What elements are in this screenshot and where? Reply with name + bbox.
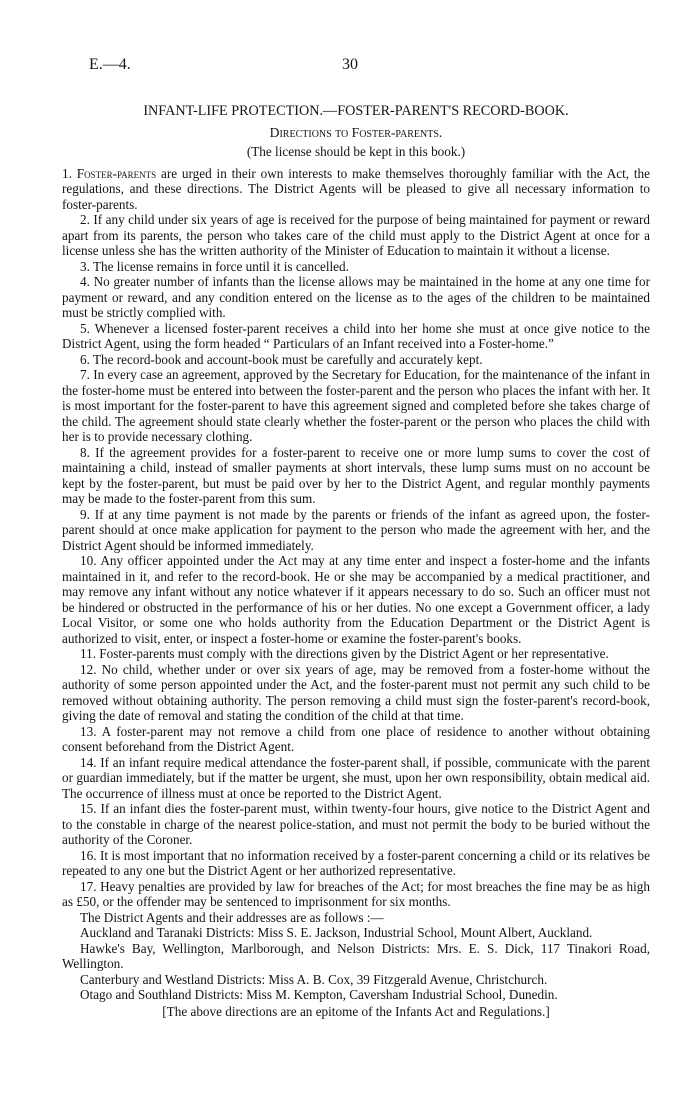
paragraph-text: 11. Foster-parents must comply with the directions given by the District Agent or her representative.	[80, 646, 609, 661]
paragraph-text: 3. The license remains in force until it is cancelled.	[80, 258, 349, 274]
directions-list	[62, 166, 650, 910]
document-subtitle: Directions to Foster-parents.	[269, 124, 443, 140]
agents-list	[62, 925, 650, 1003]
direction-paragraph	[62, 212, 650, 259]
direction-paragraph	[62, 848, 650, 879]
page-header	[89, 56, 611, 78]
paragraph-text: 10. Any officer appointed under the Act may at any time enter and inspect a foster-home and the infants maintained in it, and refer to the record-book. He or she may be accompanied by a medical practitioner, and may remove any infant without any notice whatever if it appears necessary to do so. Such an officer must not be hindered or obstructed in the performance of his or her duties. No one except a Government officer, a lady Local Visitor, or some one who holds authority from the Education Department or the District Agent is authorized to visit, enter, or inspect a foster-home or examine the foster-parent's books.	[62, 553, 650, 646]
direction-paragraph	[62, 662, 650, 724]
direction-paragraph	[62, 352, 650, 368]
paragraph-text: 6. The record-book and account-book must be carefully and accurately kept.	[80, 351, 483, 367]
page-number: 30	[342, 56, 358, 73]
direction-paragraph	[62, 166, 650, 213]
direction-paragraph	[62, 367, 650, 445]
document-title: INFANT-LIFE PROTECTION.—FOSTER-PARENT'S RECORD-BOOK.	[143, 103, 569, 119]
epitome-note: [The above directions are an epitome of the Infants Act and Regulations.]	[162, 1003, 550, 1019]
paragraph-text: 17. Heavy penalties are provided by law for breaches of the Act; for most breaches the fine may be as high as £50, or the offender may be sentenced to imprisonment for six months.	[62, 878, 650, 909]
paragraph-text: 16. It is most important that no information received by a foster-parent concerning a child or its relatives be repeated to any one but the District Agent or her authorized representative.	[62, 847, 650, 878]
direction-paragraph	[62, 445, 650, 507]
license-note: (The license should be kept in this book.)	[246, 144, 466, 159]
document-reference: E.—4.	[89, 56, 131, 73]
direction-paragraph	[62, 507, 650, 554]
paragraph-lead: 1. Foster-parents	[62, 165, 157, 181]
direction-paragraph	[62, 755, 650, 802]
document-body	[62, 104, 650, 1019]
district-agent-entry: Otago and Southland Districts: Miss M. Kempton, Caversham Industrial School, Dunedin.	[80, 987, 558, 1002]
direction-paragraph	[62, 879, 650, 910]
paragraph-text: 9. If at any time payment is not made by the parents or friends of the infant as agreed upon, the foster-parent should at once make application for payment to the person who made the agreement with her, and the District Agent should be informed immediately.	[62, 506, 650, 553]
paragraph-text: 13. A foster-parent may not remove a child from one place of residence to another without obtaining consent beforehand from the District Agent.	[62, 723, 650, 754]
paragraph-text: 4. No greater number of infants than the license allows may be maintained in the home at any one time for payment or reward, and any condition entered on the license as to the ages of the children to be maintained must be strictly complied with.	[62, 274, 650, 320]
paragraph-text: are urged in their own interests to make themselves thoroughly familiar with the Act, the regulations, and these directions. The District Agents will be pleased to give all necessary information to foster-parents.	[62, 165, 650, 212]
paragraph-text: 15. If an infant dies the foster-parent must, within twenty-four hours, give notice to the District Agent and to the constable in charge of the nearest police-station, and must not permit the body to be buried without the authority of the Coroner.	[62, 801, 650, 847]
direction-paragraph	[62, 646, 650, 662]
direction-paragraph	[62, 801, 650, 848]
direction-paragraph	[62, 274, 650, 321]
district-agent-entry: Auckland and Taranaki Districts: Miss S. E. Jackson, Industrial School, Mount Albert, Auckland.	[80, 925, 593, 940]
direction-paragraph	[62, 724, 650, 755]
paragraph-text: 7. In every case an agreement, approved by the Secretary for Education, for the maintenance of the infant in the foster-home must be entered into between the foster-parent and the person who places the infant with her. It is most important for the foster-parent to have this agreement signed and completed before she takes charge of the child. The agreement should state clearly whether the foster-parent or the person who places the child with her is to provide necessary clothing.	[62, 367, 650, 444]
paragraph-text: 12. No child, whether under or over six years of age, may be removed from a foster-home without the authority of some person appointed under the Act, and the foster-parent must not permit any such child to be removed without obtaining authority. The person removing a child must sign the foster-parent's record-book, giving the date of removal and stating the condition of the child at that time.	[62, 661, 650, 723]
direction-paragraph	[62, 321, 650, 352]
paragraph-text: 5. Whenever a licensed foster-parent receives a child into her home she must at once give notice to the District Agent, using the form headed “ Particulars of an Infant received into a Foster-home.”	[62, 320, 650, 351]
paragraph-text: 14. If an infant require medical attendance the foster-parent shall, if possible, communicate with the parent or guardian immediately, but if the matter be urgent, she must, upon her own responsibility, obtain medical aid. The occurrence of illness must at once be reported to the District Agent.	[62, 754, 650, 801]
paragraph-text: 2. If any child under six years of age is received for the purpose of being maintained for payment or reward apart from its parents, the person who takes care of the child must apply to the District Agent at once for a license unless she has the written authority of the Minister of Education to maintain it without a license.	[62, 212, 650, 258]
paragraph-text: 8. If the agreement provides for a foster-parent to receive one or more lump sums to cover the cost of maintaining a child, instead of smaller payments at short intervals, these lump sums must on no account be kept by the foster-parent, but must be paid over by her to the District Agent, and regular monthly payments may be made to the foster-parent from this sum.	[62, 444, 650, 506]
district-agent-entry: Canterbury and Westland Districts: Miss A. B. Cox, 39 Fitzgerald Avenue, Christchurch.	[80, 971, 548, 987]
district-agent-entry: Hawke's Bay, Wellington, Marlborough, and Nelson Districts: Mrs. E. S. Dick, 117 Tinakori Road, Wellington.	[62, 940, 650, 971]
agents-intro: The District Agents and their addresses are as follows :—	[80, 909, 384, 925]
direction-paragraph	[62, 553, 650, 646]
direction-paragraph	[62, 259, 650, 275]
